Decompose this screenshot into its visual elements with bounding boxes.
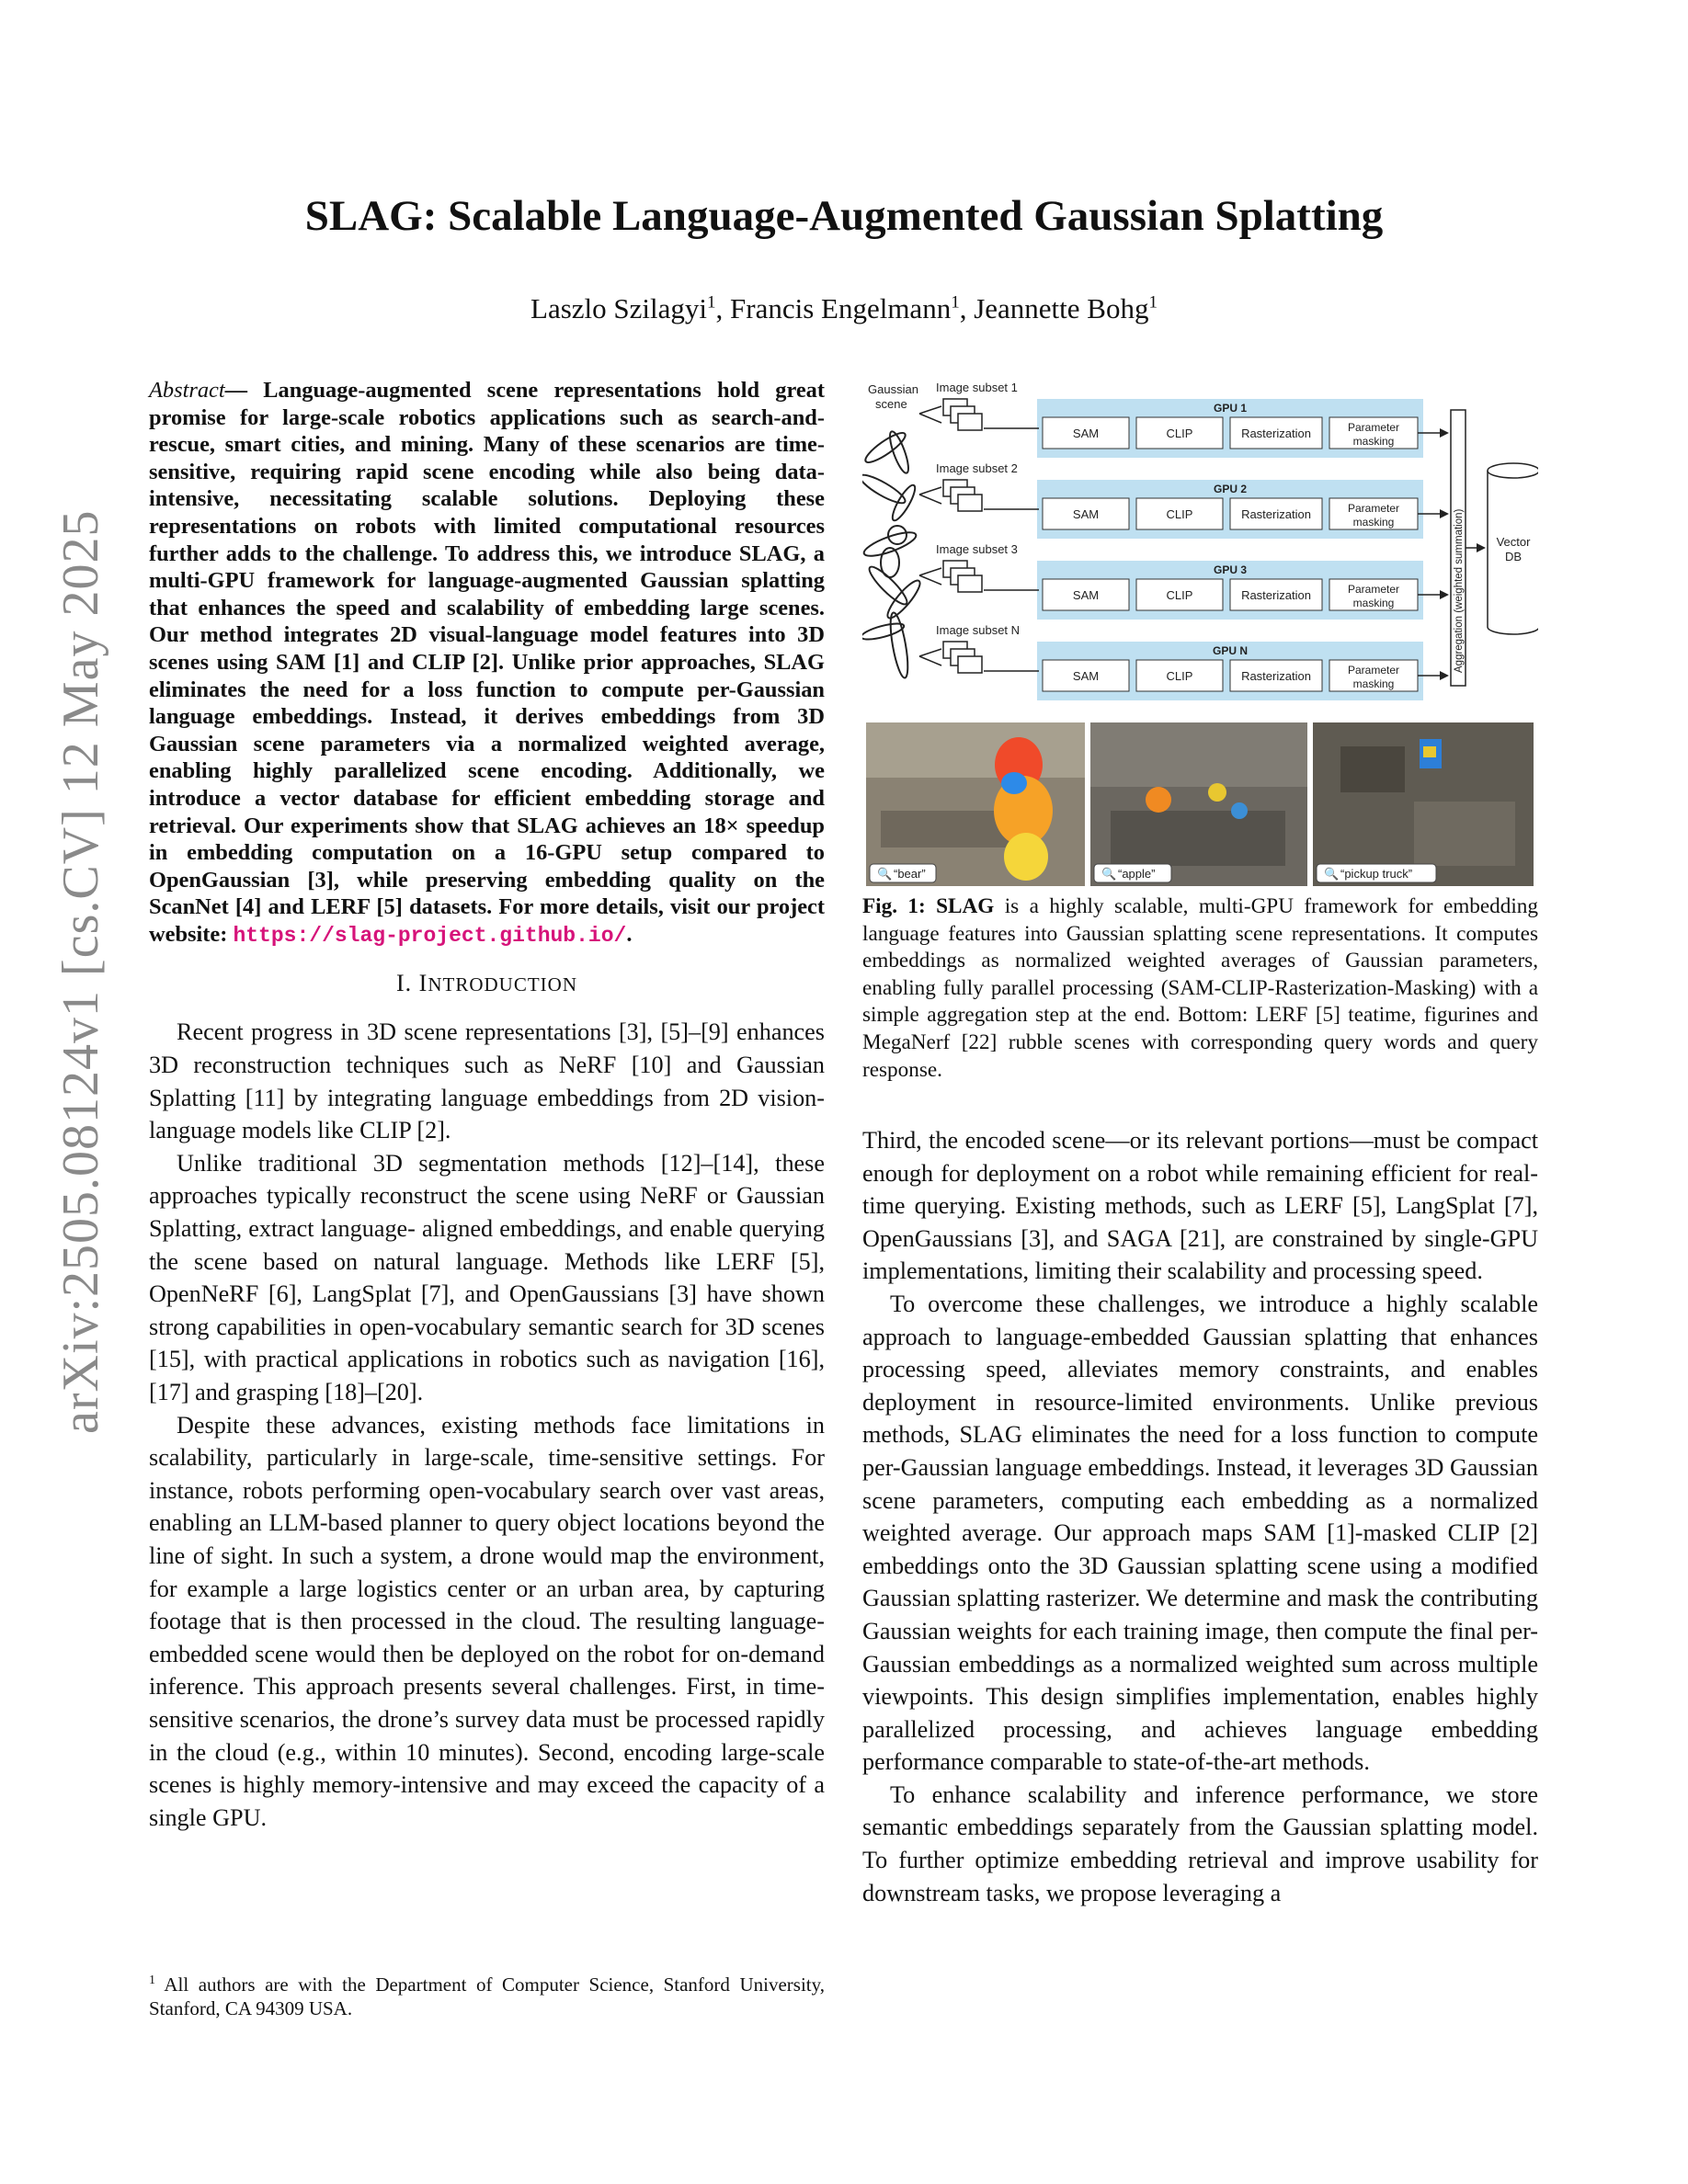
author-name: Laszlo Szilagyi — [530, 292, 707, 324]
stage-label: Rasterization — [1241, 669, 1311, 683]
intro-paragraph: To enhance scalability and inference performance, we store semantic embeddings separately from the Gaussian splatting model. To further optimize embedding retrieval and improve usability for downstream tasks, we propose leveraging a — [862, 1780, 1538, 1906]
image-subset-label: Image subset N — [936, 623, 1021, 637]
intro-paragraph: Third, the encoded scene—or its relevant portions—must be compact enough for deployment on a robot while remaining efficient for real-time querying. Existing methods, such as LERF [5], LangSplat [7], OpenGaussians [3], and SAGA [21], are constrained by single-GPU implementations, limiting their scalability and processing speed. — [862, 1127, 1538, 1285]
figure-1 — [862, 379, 1538, 903]
stage-label: SAM — [1072, 507, 1100, 521]
gaussian-scene-label-line1: Gaussian — [868, 382, 918, 396]
stage-label: Parameter — [1347, 421, 1400, 434]
stage-label: SAM — [1072, 588, 1100, 602]
abstract — [149, 377, 825, 950]
stage-label: masking — [1352, 597, 1395, 609]
vector-db-label: Vector — [1496, 535, 1531, 549]
vector-db-label: DB — [1504, 550, 1523, 563]
author-name: Jeannette Bohg — [974, 292, 1149, 324]
intro-paragraph: Unlike traditional 3D segmentation methods [12]–[14], these approaches typically reconstruct the scene using NeRF or Gaussian Splatting, extract language- aligned embeddings, and enable querying the scene based on natural language. Methods like LERF [5], OpenNeRF [6], LangSplat [7], and OpenGaussians [3] have shown strong capabilities in open-vocabulary semantic search for 3D scenes [15], with practical applications in robotics such as navigation [16], [17] and grasping [18]–[20]. — [149, 1149, 825, 1405]
abstract-end: . — [626, 921, 633, 947]
image-stack-icon — [943, 642, 982, 673]
magnifier-icon: 🔍 — [1324, 867, 1340, 881]
stage-label: CLIP — [1166, 427, 1193, 440]
affiliation-footnote — [149, 1969, 825, 2020]
figure-caption — [862, 893, 1538, 1084]
intro-paragraph: To overcome these challenges, we introduce a highly scalable approach to language-embedded Gaussian splatting that enhances processing speed, alleviates memory constraints, and enables deployment in resource-limited environments. Unlike previous methods, SLAG eliminates the need for a loss function to compute per-Gaussian language embeddings. Instead, it leverages 3D Gaussian scene parameters, computing each embedding as a normalized weighted average. Our approach maps SAM [1]-masked CLIP [2] embeddings onto the 3D Gaussian splatting scene using a modified Gaussian splatting rasterizer. We determine and mask the contributing Gaussian weights for each training image, then compute the final per-Gaussian embeddings as a normalized weighted sum across multiple viewpoints. This design simplifies implementation, enables highly parallelized processing, and achieves language embedding performance comparable to state-of-the-art methods. — [862, 1290, 1538, 1776]
gpu-label: GPU 3 — [1213, 563, 1248, 576]
gpu-label: GPU N — [1212, 644, 1249, 657]
magnifier-icon: 🔍 — [1101, 867, 1117, 881]
stage-label: masking — [1352, 435, 1395, 448]
stage-label: Rasterization — [1241, 427, 1311, 440]
gpu-lane-2 — [919, 461, 1449, 539]
gpu-lane-n — [919, 623, 1449, 700]
caption-text: is a highly scalable, multi-GPU framework for embedding language features into Gaussian splatting scene representations. It computes embeddings as normalized weighted averages of Gaussian parameters, enabling fully parallel processing (SAM-CLIP-Rasterization-Masking) with a simple aggregation step at the end. Bottom: LERF [5] teatime, figurines and MegaNerf [22] rubble scenes with corresponding query words and query response. — [862, 894, 1538, 1082]
query-label: “bear” — [894, 867, 926, 881]
gaussian-ellipses-icon — [862, 428, 924, 678]
stage-label: masking — [1352, 677, 1395, 690]
aggregation-label: Aggregation (weighted summation) — [1454, 508, 1465, 673]
gpu-lane-1 — [919, 381, 1449, 458]
caption-method-name: SLAG — [936, 894, 995, 918]
image-subset-label: Image subset 1 — [936, 381, 1018, 394]
project-website-link[interactable]: https://slag-project.github.io/ — [233, 923, 627, 948]
result-image-bear — [866, 722, 1085, 886]
image-subset-label: Image subset 3 — [936, 542, 1018, 556]
intro-paragraph: Recent progress in 3D scene representations [3], [5]–[9] enhances 3D reconstruction techniques such as NeRF [10] and Gaussian Splatting [11] by integrating language embeddings from 2D vision-language models like CLIP [2]. — [149, 1018, 825, 1144]
abstract-body: Language-augmented scene representations hold great promise for large-scale robotics applications such as search-and-rescue, smart cities, and mining. Many of these scenarios are time-sensitive, requiring rapid scene encoding while also being data-intensive, necessitating scalable solutions. Deploying these representations on robots with limited computational resources further adds to the challenge. To address this, we introduce SLAG, a multi-GPU framework for language-augmented Gaussian splatting that enhances the speed and scalability of embedding large scenes. Our method integrates 2D visual-language model features into 3D scenes using SAM [1] and CLIP [2]. Unlike prior approaches, SLAG eliminates the need for a loss function to compute per-Gaussian language embeddings. Instead, it derives embeddings from 3D Gaussian scene parameters via a normalized weighted average, enabling highly parallelized scene encoding. Additionally, we introduce a vector database for efficient embedding storage and retrieval. Our experiments show that SLAG achieves an 18× speedup in embedding computation on a 16-GPU setup compared to OpenGaussian [3], while preserving embedding quality on the ScanNet [4] and LERF [5] datasets. For more details, visit our project website: — [149, 378, 825, 947]
image-stack-icon — [943, 399, 982, 430]
image-stack-icon — [943, 561, 982, 592]
result-image-apple — [1090, 722, 1307, 886]
author-affiliation: 1 — [951, 292, 960, 313]
stage-label: Parameter — [1347, 502, 1400, 515]
image-stack-icon — [943, 480, 982, 511]
arxiv-identifier-stamp: arXiv:2505.08124v1 [cs.CV] 12 May 2025 — [52, 509, 109, 1434]
stage-label: Parameter — [1347, 583, 1400, 596]
image-subset-label: Image subset 2 — [936, 461, 1018, 475]
left-column — [149, 377, 825, 1834]
gpu-label: GPU 2 — [1213, 483, 1248, 495]
gpu-label: GPU 1 — [1213, 402, 1248, 415]
stage-label: Rasterization — [1241, 507, 1311, 521]
author-name: Francis Engelmann — [730, 292, 952, 324]
query-label: “pickup truck” — [1340, 867, 1413, 881]
pipeline-diagram — [862, 379, 1538, 893]
section-numeral: I. — [396, 970, 419, 997]
stage-label: masking — [1352, 516, 1395, 529]
abstract-lead: Abstract — [149, 378, 225, 403]
caption-label: Fig. 1: — [862, 894, 926, 918]
paper-title: SLAG: Scalable Language-Augmented Gaussian Splatting — [304, 192, 1384, 240]
section-initial: I — [418, 970, 428, 997]
footnote-mark: 1 — [149, 1974, 155, 1987]
intro-paragraph: Despite these advances, existing methods face limitations in scalability, particularly in large-scale, time-sensitive settings. For instance, robots performing open-vocabulary search over vast areas, enabling an LLM-based planner to query object locations beyond the line of sight. In such a system, a drone would map the environment, for example a large logistics center or an urban area, by capturing footage that is then processed in the cloud. The resulting language-embedded scene would then be deployed on the robot for on-demand inference. This approach presents several challenges. First, in time-sensitive scenarios, the drone’s survey data must be processed rapidly in the cloud (e.g., within 10 minutes). Second, encoding large-scale scenes is highly memory-intensive and may exceed the capacity of a single GPU. — [149, 1411, 825, 1831]
stage-label: CLIP — [1166, 669, 1193, 683]
vector-db-icon — [1488, 463, 1538, 634]
stage-label: CLIP — [1166, 507, 1193, 521]
gaussian-scene-label-line2: scene — [875, 397, 907, 411]
stage-label: CLIP — [1166, 588, 1193, 602]
magnifier-icon: 🔍 — [877, 867, 893, 881]
section-heading-introduction — [149, 970, 825, 997]
stage-label: SAM — [1072, 669, 1100, 683]
author-affiliation: 1 — [707, 292, 716, 313]
right-column — [862, 1124, 1538, 1909]
abstract-dash: — — [224, 378, 264, 403]
footnote-text: All authors are with the Department of Computer Science, Stanford University, Stanford, CA 94309 USA. — [149, 1974, 825, 2019]
stage-label: Rasterization — [1241, 588, 1311, 602]
result-image-pickup-truck — [1313, 722, 1534, 886]
gpu-lane-3 — [919, 542, 1449, 620]
query-label: “apple” — [1118, 867, 1156, 881]
stage-label: SAM — [1072, 427, 1100, 440]
section-rest: NTRODUCTION — [428, 973, 577, 996]
author-affiliation: 1 — [1148, 292, 1158, 313]
author-list: Laszlo Szilagyi$^1$, Francis Engelmann$^1$, Jeannette Bohg$^1$ — [530, 292, 1158, 324]
stage-label: Parameter — [1347, 664, 1400, 677]
